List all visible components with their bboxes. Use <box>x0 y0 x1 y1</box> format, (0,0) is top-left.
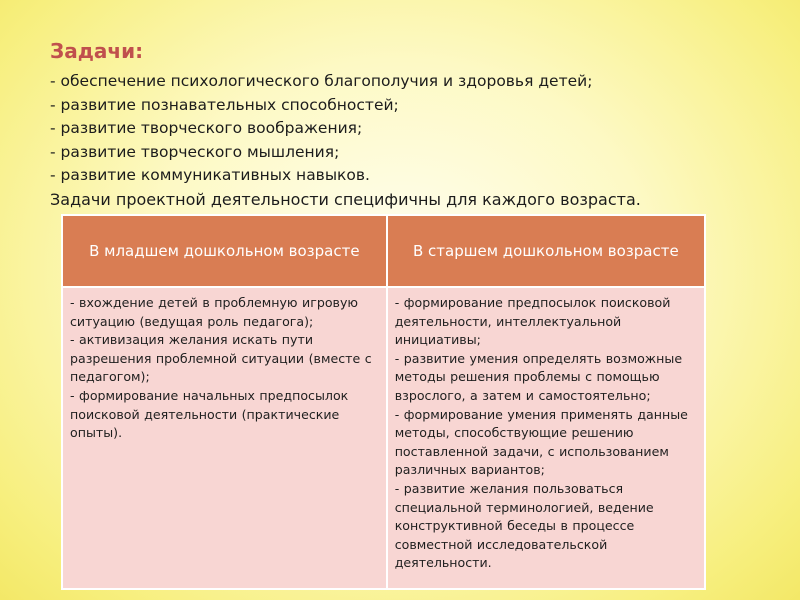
age-note: Задачи проектной деятельности специфичны для каждого возраста. <box>50 189 641 209</box>
header-senior-age: В старшем дошкольном возрасте <box>387 215 705 287</box>
junior-task-item: - формирование начальных предпосылок поисковой деятельности (практические опыты). <box>70 387 349 441</box>
junior-age-tasks <box>62 287 387 589</box>
junior-task-item: - активизация желания искать пути разрешения проблемной ситуации (вместе с педагогом); <box>70 332 372 385</box>
age-comparison-table <box>61 214 706 590</box>
tasks-heading: Задачи: <box>50 39 144 63</box>
task-item: - обеспечение психологического благополучия и здоровья детей; <box>50 72 593 90</box>
header-junior-age: В младшем дошкольном возрасте <box>62 215 387 287</box>
junior-task-item: - вхождение детей в проблемную игровую ситуацию (ведущая роль педагога); <box>70 295 359 329</box>
senior-task-item: - развитие умения определять возможные методы решения проблемы с помощью взрослого, а затем и самостоятельно; <box>394 350 683 403</box>
task-item: - развитие коммуникативных навыков. <box>50 166 370 184</box>
task-item: - развитие творческого мышления; <box>50 142 340 161</box>
task-item: - развитие познавательных способностей; <box>50 95 399 114</box>
tasks-section <box>50 38 750 211</box>
senior-task-item: - формирование умения применять данные методы, способствующие решению поставленной задачи, с использованием различных вариантов; <box>394 406 688 478</box>
senior-task-item: - развитие желания пользоваться специальной терминологией, ведение конструктивной беседы в процессе совместной исследовательской деятельности. <box>394 480 654 571</box>
senior-age-tasks <box>387 287 705 589</box>
senior-task-item: - формирование предпосылок поисковой деятельности, интеллектуальной инициативы; <box>394 295 671 348</box>
task-item: - развитие творческого воображения; <box>50 119 363 137</box>
